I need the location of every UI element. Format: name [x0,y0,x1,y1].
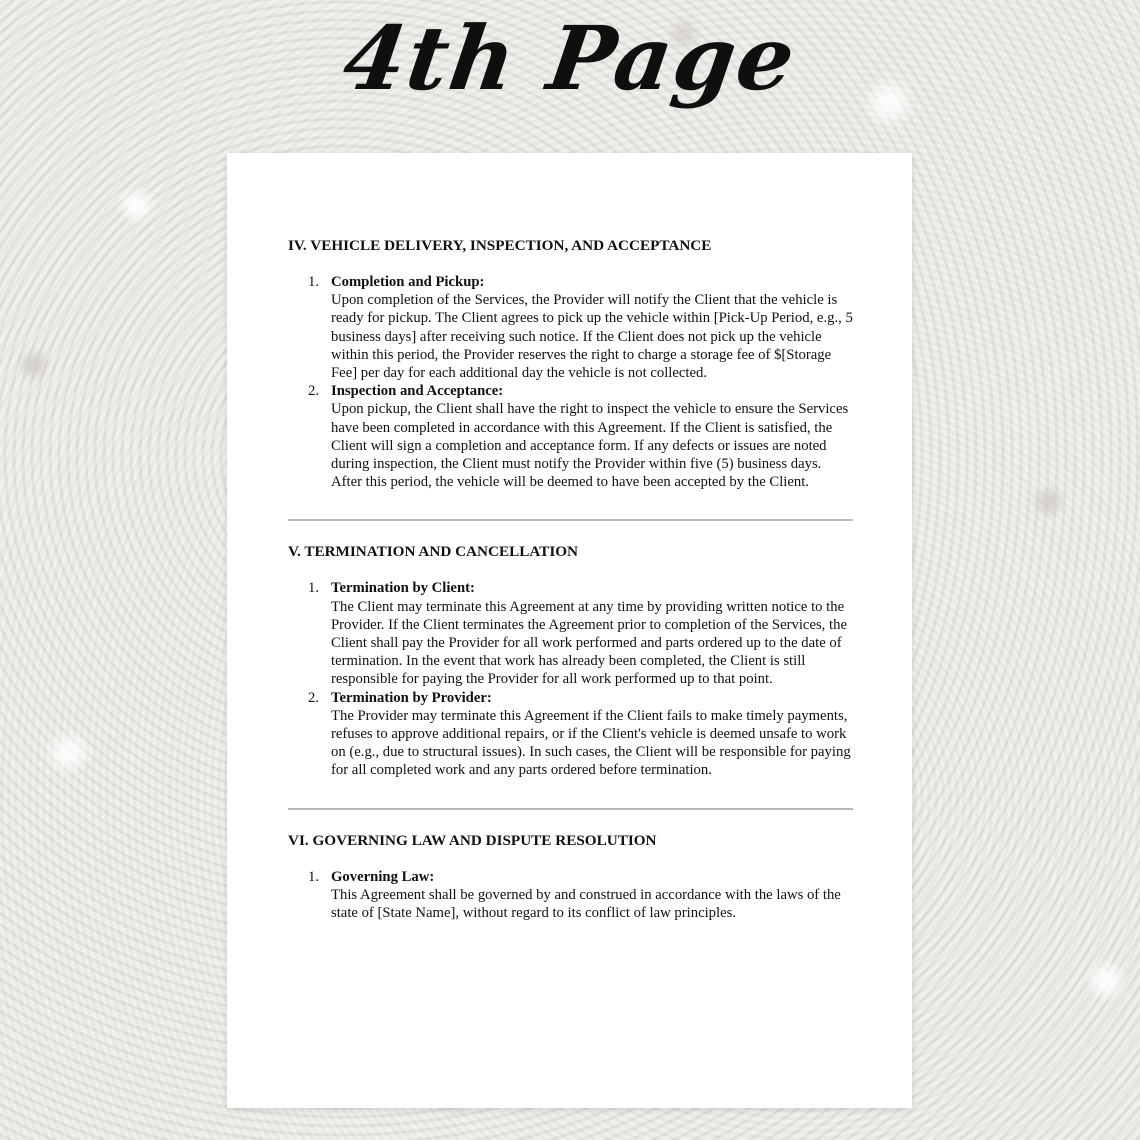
section-list [288,273,853,491]
document-page [227,153,912,1108]
item-body: Upon completion of the Services, the Provider will notify the Client that the vehicle is ready for pickup. The Client agrees to pick up the vehicle within [Pick-Up Period, e.g., 5 business days] after receiving such notice. If the Client does not pick up the vehicle within this period, the Provider reserves the right to charge a storage fee of $[Storage Fee] per day for each additional day the vehicle is not collected. [331,292,853,382]
list-item [288,579,853,688]
list-item [288,273,853,382]
section-list [288,579,853,779]
item-number: 1. [308,580,320,597]
item-body: The Provider may terminate this Agreement if the Client fails to make timely payments, refuses to approve additional repairs, or if the Client's vehicle is deemed unsafe to work on (e.g., due to structural issues). In such cases, the Client will be responsible for paying for all completed work and any parts ordered before termination. [331,707,851,779]
document-content [288,237,853,922]
list-item [288,689,853,780]
item-title: Termination by Provider: [331,689,492,706]
item-title: Governing Law: [331,868,435,885]
list-item [288,868,853,923]
section-title: VI. GOVERNING LAW AND DISPUTE RESOLUTION [288,831,657,849]
section-title: IV. VEHICLE DELIVERY, INSPECTION, AND ACCEPTANCE [288,237,712,254]
item-body: Upon pickup, the Client shall have the right to inspect the vehicle to ensure the Services have been completed in accordance with this Agreement. If the Client is satisfied, the Client will sign a completion and acceptance form. If any defects or issues are noted during inspection, the Client must notify the Provider within five (5) business days. After this period, the vehicle will be deemed to have been accepted by the Client. [331,401,849,491]
item-title: Termination by Client: [331,580,475,597]
item-number: 2. [308,383,320,400]
section-divider [288,519,853,521]
item-body: The Client may terminate this Agreement at any time by providing written notice to the Provider. If the Client terminates the Agreement prior to completion of the Services, the Client shall pay the Provider for all work performed and parts ordered up to the date of termination. In the event that work has already been completed, the Client is still responsible for paying the Provider for all work performed up to that point. [331,598,847,688]
item-title: Inspection and Acceptance: [331,383,504,400]
item-number: 2. [308,689,320,706]
item-title: Completion and Pickup: [331,274,485,290]
item-number: 1. [308,274,320,290]
page-heading: 4th Page [337,6,803,110]
list-item [288,382,853,491]
section-list [288,868,853,923]
section-divider [288,808,853,810]
section-title: V. TERMINATION AND CANCELLATION [288,543,579,561]
item-number: 1. [308,868,320,885]
item-body: This Agreement shall be governed by and construed in accordance with the laws of the state of [State Name], without regard to its conflict of law principles. [331,886,841,922]
